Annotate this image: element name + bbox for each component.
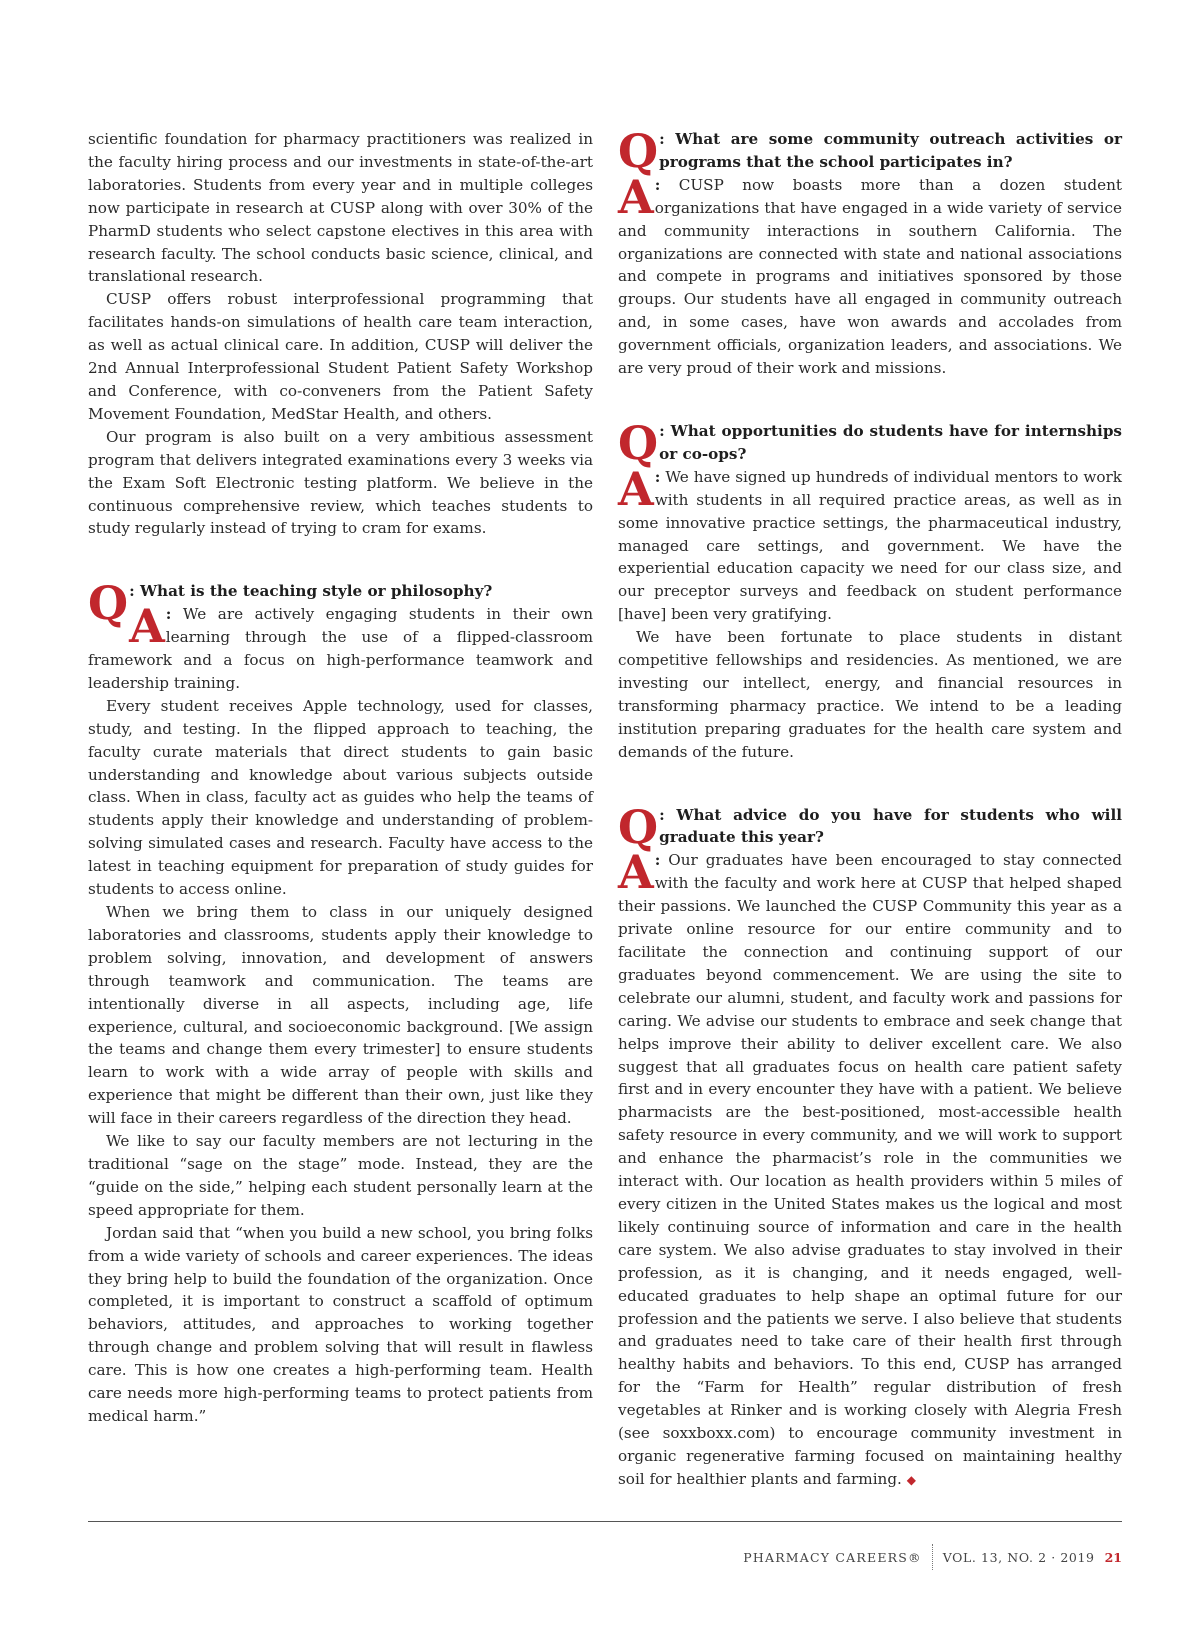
a-colon: :: [654, 851, 661, 870]
question: [618, 124, 1122, 178]
q-colon: :: [659, 805, 665, 824]
end-mark-icon: ◆: [906, 1472, 916, 1487]
a-dropcap: A: [618, 169, 654, 224]
qa-block-graduate-advice: [618, 799, 1122, 1492]
q-dropcap: Q: [88, 576, 129, 631]
answer-text: We are actively engaging students in their own learning through the use of a flipped-classroom framework and a focus on high-performance teamwork and leadership training.: [88, 605, 594, 692]
question: [88, 576, 593, 631]
question-text: What is the teaching style or philosophy?: [139, 582, 493, 601]
footer-rule: [88, 1521, 1122, 1522]
body-paragraph: Jordan said that “when you build a new school, you bring folks from a wide variety of schools and career experiences. The ideas they bring help to build the foundation of the organization. Once completed, it is important to construct a scaffold of optimum behaviors, attitudes, and approaches to working together through change and problem solving that will result in flawless care. This is how one creates a high-performing team. Health care needs more high-performing teams to protect patients from medical harm.”: [88, 1223, 593, 1425]
body-paragraph: We have been fortunate to place students in distant competitive fellowships and residencies. As mentioned, we are investing our intellect, energy, and financial resources in transforming pharmacy practice. We intend to be a leading institution preparing graduates for the health care system and demands of the future.: [618, 628, 1122, 761]
left-column: [88, 128, 593, 1428]
answer-text: Our graduates have been encouraged to stay connected with the faculty and work here at CUSP that helped shaped their passions. We launched the CUSP Community this year as a private online resource for our entire community and to facilitate the connection and continuing support of our graduates beyond commencement. We are using the site to celebrate our alumni, student, and faculty work and passions for caring. We advise our students to embrace and seek change that helps improve their ability to deliver excellent care. We also suggest that all graduates focus on health care patient safety first and in every encounter they have with a patient. We believe pharmacists are the best-positioned, most-accessible health safety resource in every community, and we will work to support and enhance the pharmacist’s role in the communities we interact with. Our location as health providers within 5 miles of every citizen in the United States makes us the logical and most likely continuing source of information and care in the health care system. We also advise graduates to stay involved in their profession, as it is changing, and it needs engaged, well-educated graduates to help shape an optimal future for our profession and the patients we serve. I also believe that students and graduates need to take care of their health first through healthy habits and behaviors. To this end, CUSP has arranged for the “Farm for Health” regular distribution of fresh vegetables at Rinker and is working closely with Alegria Fresh (see soxxboxx.com) to encourage community investment in organic regenerative farming focused on maintaining healthy soil for healthier plants and farming.: [618, 851, 1122, 1488]
body-paragraph: Every student receives Apple technology, used for classes, study, and testing. In the flipped approach to teaching, the faculty curate materials that direct students to gain basic understanding and knowledge about various subjects outside class. When in class, faculty act as guides who help the teams of students apply their knowledge and understanding of problem-solving simulated cases and research. Faculty have access to the latest in teaching equipment for preparation of study guides for students to access online.: [88, 696, 593, 899]
question: [618, 415, 1122, 470]
answer: [88, 599, 594, 695]
q-colon: :: [659, 130, 665, 148]
q-colon: :: [659, 421, 665, 440]
qa-block-teaching-style: [88, 576, 594, 1428]
qa-block-internships: [618, 415, 1122, 764]
a-dropcap: A: [618, 845, 654, 900]
page-number: 21: [1104, 1549, 1122, 1565]
question-text: What advice do you have for students who will graduate this year?: [659, 805, 1122, 847]
body-paragraph: When we bring them to class in our uniquely designed laboratories and classrooms, students apply their knowledge to problem solving, innovation, and development of answers through teamwork and communication. The teams are intentionally diverse in all aspects, including age, life experience, cultural, and socioeconomic background. [We assign the teams and change them every trimester] to ensure students learn to work with a wide array of people with skills and experience that might be different than their own, just like they will face in their careers regardless of the direction they head.: [88, 903, 593, 1128]
answer: [618, 169, 1122, 380]
body-paragraph: scientific foundation for pharmacy practitioners was realized in the faculty hiring process and our investments in state-of-the-art laboratories. Students from every year and in multiple colleges now participate in research at CUSP along with over 30% of the PharmD students who select capstone electives in this area with research faculty. The school conducts basic science, clinical, and translational research.: [88, 130, 593, 286]
a-colon: :: [654, 467, 661, 486]
question-text: What opportunities do students have for internships or co-ops?: [659, 421, 1122, 463]
q-dropcap: Q: [618, 799, 659, 854]
publication-name: PHARMACY CAREERS®: [743, 1549, 922, 1565]
a-colon: :: [165, 605, 172, 624]
answer: [618, 845, 1122, 1491]
a-colon: :: [654, 175, 661, 194]
answer: [618, 461, 1122, 626]
body-paragraph: Our program is also built on a very ambitious assessment program that delivers integrated examinations every 3 weeks via the Exam Soft Electronic testing platform. We believe in the continuous comprehensive review, which teaches students to study regularly instead of trying to cram for exams.: [88, 427, 593, 538]
page-footer: [743, 1544, 1122, 1570]
q-colon: :: [129, 582, 135, 601]
right-column: [618, 124, 1122, 1492]
q-dropcap: Q: [618, 415, 659, 470]
body-paragraph: CUSP offers robust interprofessional programming that facilitates hands-on simulations of health care team interaction, as well as actual clinical care. In addition, CUSP will deliver the 2nd Annual Interprofessional Student Patient Safety Workshop and Conference, with co-conveners from the Patient Safety Movement Foundation, MedStar Health, and others.: [88, 290, 593, 423]
a-dropcap: A: [618, 461, 654, 516]
body-paragraph: We like to say our faculty members are not lecturing in the traditional “sage on the stage” mode. Instead, they are the “guide on the side,” helping each student personally learn at the speed appropriate for them.: [88, 1132, 593, 1219]
answer-text: We have signed up hundreds of individual mentors to work with students in all required practice areas, as well as in some innovative practice settings, the pharmaceutical industry, managed care settings, and government. We have the experiential education capacity we need for our class size, and our preceptor surveys and feedback on student performance [have] been very gratifying.: [618, 467, 1122, 624]
answer-text: CUSP now boasts more than a dozen student organizations that have engaged in a wide variety of service and community interactions in southern California. The organizations are connected with state and national associations and compete in programs and initiatives sponsored by those groups. Our students have all engaged in community outreach and, in some cases, have won awards and accolades from government officials, organization leaders, and associations. We are very proud of their work and missions.: [618, 175, 1122, 378]
q-dropcap: Q: [618, 124, 659, 178]
a-dropcap: A: [129, 599, 165, 654]
question: [618, 799, 1122, 854]
issue-info: VOL. 13, NO. 2 · 2019: [942, 1549, 1095, 1565]
qa-block-community-outreach: [618, 124, 1122, 380]
question-text: What are some community outreach activities or programs that the school participates in?: [659, 130, 1122, 171]
footer-divider: [932, 1544, 933, 1570]
